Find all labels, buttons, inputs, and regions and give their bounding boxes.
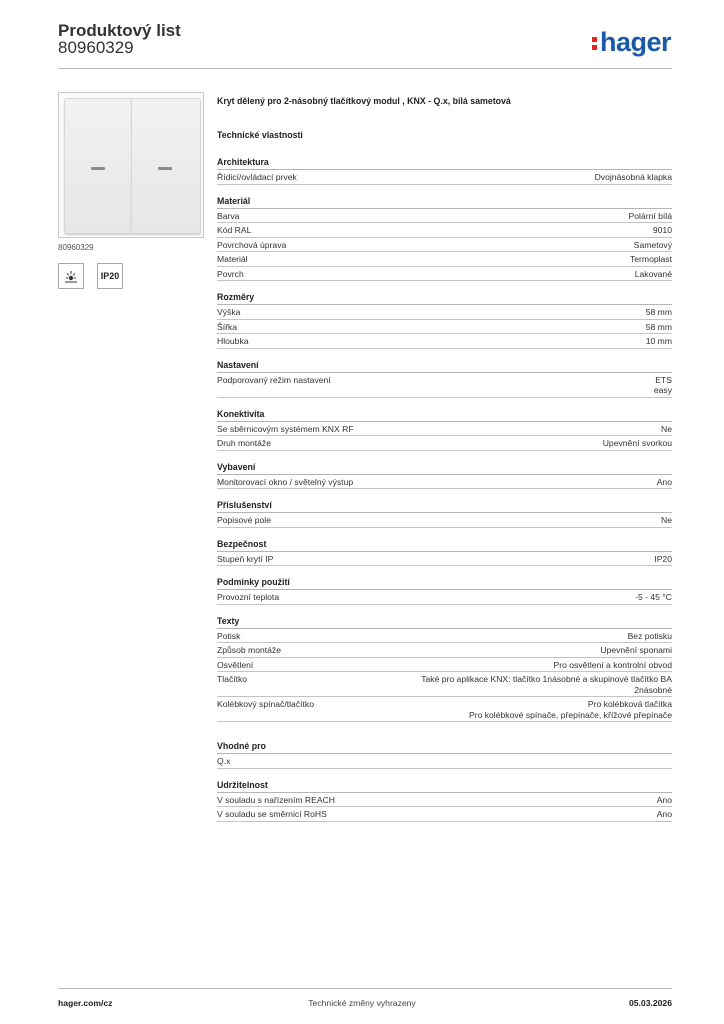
footer-website-link[interactable]: hager.com/cz xyxy=(58,998,113,1008)
spec-row xyxy=(217,658,672,673)
spec-label: Řídicí/ovládací prvek xyxy=(217,172,297,182)
spec-label: Kolébkový spínač/tlačítko xyxy=(217,699,314,709)
spec-value: ETS xyxy=(655,374,672,385)
spec-label: Monitorovací okno / světelný výstup xyxy=(217,476,354,487)
spec-label: V souladu s nařízením REACH xyxy=(217,794,335,805)
spec-label: Osvětlení xyxy=(217,659,254,670)
spec-row xyxy=(217,373,672,398)
tech-heading: Technické vlastnosti xyxy=(217,130,303,140)
spec-row xyxy=(217,697,672,722)
spec-row xyxy=(217,422,672,437)
spec-value: Sametový xyxy=(633,239,672,250)
section-vybaveni xyxy=(217,461,672,490)
spec-value-group xyxy=(469,699,672,720)
spec-value: Bez potisku xyxy=(627,630,672,641)
section-title: Vybavení xyxy=(217,461,672,475)
spec-label: Druh montáže xyxy=(217,438,271,448)
section-title: Bezpečnost xyxy=(217,538,672,552)
spec-label: Kód RAL xyxy=(217,225,252,235)
spec-row xyxy=(217,209,672,224)
spec-value: Lakované xyxy=(634,268,672,279)
spec-value: 9010 xyxy=(652,225,672,235)
section-title: Texty xyxy=(217,615,672,629)
spec-value: Ne xyxy=(661,423,672,434)
spec-value: Upevnění sponami xyxy=(600,645,672,655)
spec-row xyxy=(217,475,672,490)
spec-row xyxy=(217,552,672,567)
section-title: Architektura xyxy=(217,156,672,170)
illumination-icon xyxy=(64,269,78,283)
spec-row xyxy=(217,267,672,282)
spec-value: Upevnění svorkou xyxy=(602,438,672,448)
page-title: Produktový list xyxy=(58,21,181,40)
spec-value: Pro kolébková tlačítka xyxy=(587,699,672,709)
product-image xyxy=(58,92,204,238)
rocker-right xyxy=(131,98,201,234)
spec-value: Ano xyxy=(656,794,672,805)
footer-disclaimer: Technické změny vyhrazeny xyxy=(308,998,416,1008)
spec-row xyxy=(217,629,672,644)
logo-text: hager xyxy=(600,27,672,57)
spec-row xyxy=(217,672,672,697)
spec-row xyxy=(217,252,672,267)
spec-label: Tlačítko xyxy=(217,674,248,684)
spec-label: Popisové pole xyxy=(217,515,271,525)
section-texty xyxy=(217,615,672,723)
spec-row xyxy=(217,320,672,335)
section-title: Vhodné pro xyxy=(217,740,672,754)
spec-value: 10 mm xyxy=(645,336,672,346)
product-code: 80960329 xyxy=(58,38,134,57)
section-title: Materiál xyxy=(217,195,672,209)
ip-rating-badge: IP20 xyxy=(97,263,123,289)
spec-row xyxy=(217,590,672,605)
spec-label: Hloubka xyxy=(217,336,249,346)
spec-content xyxy=(217,96,672,832)
spec-label: Povrchová úprava xyxy=(217,239,287,250)
spec-label: Výška xyxy=(217,307,241,317)
illumination-badge xyxy=(58,263,84,289)
spec-value: -5 - 45 °C xyxy=(635,592,672,602)
spec-row xyxy=(217,305,672,320)
spec-label: Podporovaný režim nastavení xyxy=(217,374,331,385)
spec-row xyxy=(217,807,672,822)
spec-value: Pro kolébkové spínače, přepínače, křížové přepínače xyxy=(468,709,672,720)
spec-row xyxy=(217,793,672,808)
section-vhodne-pro xyxy=(217,740,672,769)
spec-value: 58 mm xyxy=(645,321,672,332)
section-bezpecnost xyxy=(217,538,672,567)
section-title: Podmínky použití xyxy=(217,576,672,590)
hager-logo xyxy=(592,27,671,58)
section-udrzitelnost xyxy=(217,779,672,822)
indicator-led xyxy=(91,167,105,170)
section-konektivita xyxy=(217,408,672,451)
spec-label: Způsob montáže xyxy=(217,645,282,655)
section-title: Rozměry xyxy=(217,291,672,305)
footer-date: 05.03.2026 xyxy=(628,998,672,1008)
section-title: Nastavení xyxy=(217,359,672,373)
spec-value: easy xyxy=(653,385,672,395)
spec-row xyxy=(217,513,672,528)
spec-label: Šířka xyxy=(217,321,238,332)
footer-divider xyxy=(58,988,672,989)
spec-row xyxy=(217,754,672,769)
header-divider xyxy=(58,68,672,69)
section-title: Udržitelnost xyxy=(217,779,672,793)
section-nastaveni xyxy=(217,359,672,398)
spec-value: Termoplast xyxy=(629,254,672,264)
spec-value: Polární bílá xyxy=(628,210,672,221)
spec-label: Se sběrnicovým systémem KNX RF xyxy=(217,423,354,434)
spec-value: Ano xyxy=(656,476,672,487)
spec-value: IP20 xyxy=(654,553,672,564)
spec-label: Provozní teplota xyxy=(217,592,280,602)
section-prislusenstvi xyxy=(217,499,672,528)
section-architektura xyxy=(217,156,672,185)
product-image-code: 80960329 xyxy=(58,243,94,252)
spec-value: Ano xyxy=(656,809,672,819)
spec-label: Materiál xyxy=(217,254,248,264)
section-material xyxy=(217,195,672,282)
spec-row xyxy=(217,238,672,253)
spec-value-group xyxy=(654,375,672,396)
spec-row xyxy=(217,170,672,185)
section-title: Konektivita xyxy=(217,408,672,422)
rocker-left xyxy=(64,98,134,234)
spec-label: Potisk xyxy=(217,630,241,641)
spec-value: Také pro aplikace KNX: tlačítko 1násobné a skupinové tlačítko BA 2násobné xyxy=(421,674,672,695)
product-title: Kryt dělený pro 2-násobný tlačítkový modul , KNX - Q.x, bílá sametová xyxy=(217,96,511,106)
spec-value: Dvojnásobná klapka xyxy=(594,172,672,182)
spec-label: Barva xyxy=(217,210,240,221)
spec-row xyxy=(217,334,672,349)
spec-value: Ne xyxy=(661,515,672,525)
indicator-led xyxy=(158,167,172,170)
spec-value: 58 mm xyxy=(645,307,672,317)
spec-label: Stupeň krytí IP xyxy=(217,553,274,564)
spec-label: V souladu se směrnicí RoHS xyxy=(217,809,327,819)
section-title: Příslušenství xyxy=(217,499,672,513)
spec-label: Povrch xyxy=(217,268,244,279)
section-rozmery xyxy=(217,291,672,349)
spec-row xyxy=(217,436,672,451)
spec-row xyxy=(217,643,672,658)
spec-value: Pro osvětlení a kontrolní obvod xyxy=(553,659,672,670)
spec-row xyxy=(217,223,672,238)
spec-label: Q.x xyxy=(217,756,231,766)
section-podminky xyxy=(217,576,672,605)
